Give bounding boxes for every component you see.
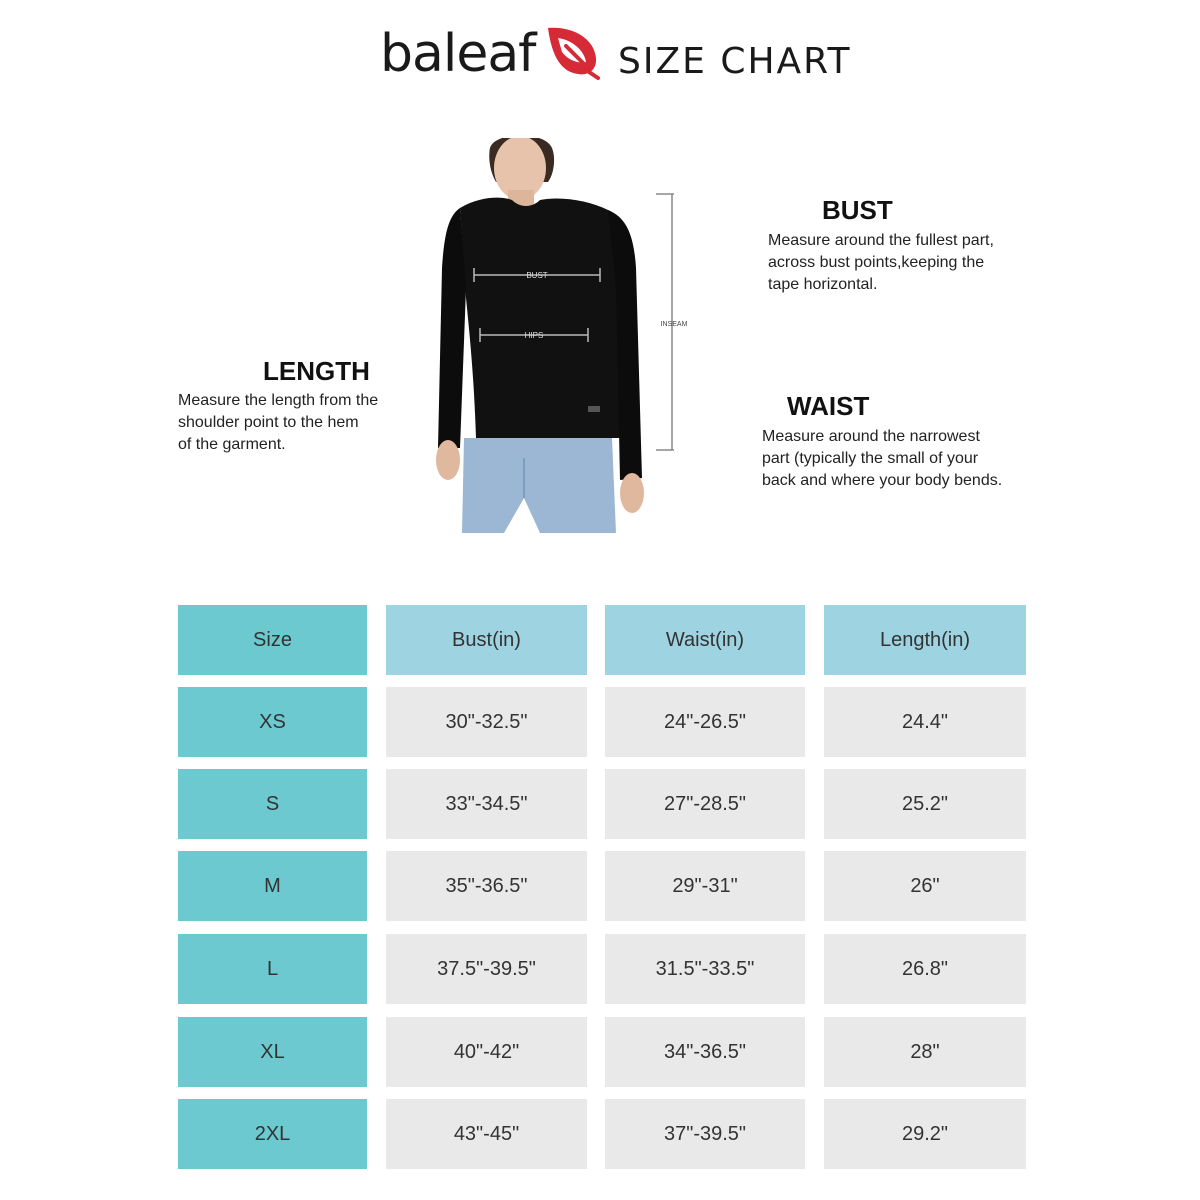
header-size: Size — [178, 605, 367, 675]
bust-title: BUST — [822, 195, 893, 225]
bust-cell: 35"-36.5" — [386, 851, 587, 921]
length-cell: 24.4" — [824, 687, 1026, 757]
bust-cell: 43"-45" — [386, 1099, 587, 1169]
length-cell: 28" — [824, 1017, 1026, 1087]
table-row — [178, 769, 1026, 839]
table-row — [178, 851, 1026, 921]
bust-cell: 30"-32.5" — [386, 687, 587, 757]
figure-hips-label: HIPS — [524, 331, 544, 340]
waist-title: WAIST — [787, 391, 870, 421]
header-length: Length(in) — [824, 605, 1026, 675]
table-row — [178, 934, 1026, 1004]
waist-description: Measure around the narrowest part (typically the small of your back and where your body bends. — [762, 428, 1003, 489]
size-cell: 2XL — [178, 1099, 367, 1169]
size-cell: XL — [178, 1017, 367, 1087]
page-title: SIZE CHART — [618, 41, 852, 82]
waist-cell: 24"-26.5" — [605, 687, 805, 757]
bust-cell: 40"-42" — [386, 1017, 587, 1087]
waist-cell: 29"-31" — [605, 851, 805, 921]
bust-cell: 37.5"-39.5" — [386, 934, 587, 1004]
size-cell: S — [178, 769, 367, 839]
waist-cell: 27"-28.5" — [605, 769, 805, 839]
waist-cell: 34"-36.5" — [605, 1017, 805, 1087]
length-description: Measure the length from the shoulder point to the hem of the garment. — [178, 392, 379, 453]
size-cell: L — [178, 934, 367, 1004]
table-row — [178, 1099, 1026, 1169]
length-cell: 25.2" — [824, 769, 1026, 839]
leaf-logo-icon — [542, 24, 602, 80]
header — [0, 22, 1200, 92]
figure-inseam-label: INSEAM — [660, 321, 688, 328]
model-figure — [420, 138, 710, 533]
table-row — [178, 687, 1026, 757]
size-cell: M — [178, 851, 367, 921]
figure-bust-label: BUST — [526, 271, 548, 280]
bust-cell: 33"-34.5" — [386, 769, 587, 839]
header-bust: Bust(in) — [386, 605, 587, 675]
waist-cell: 31.5"-33.5" — [605, 934, 805, 1004]
table-header-row — [178, 605, 1026, 675]
brand-name: baleaf — [380, 24, 536, 84]
header-waist: Waist(in) — [605, 605, 805, 675]
length-cell: 26" — [824, 851, 1026, 921]
length-cell: 26.8" — [824, 934, 1026, 1004]
size-cell: XS — [178, 687, 367, 757]
table-row — [178, 1017, 1026, 1087]
waist-cell: 37"-39.5" — [605, 1099, 805, 1169]
bust-description: Measure around the fullest part, across bust points,keeping the tape horizontal. — [768, 232, 994, 293]
length-title: LENGTH — [263, 356, 370, 386]
length-cell: 29.2" — [824, 1099, 1026, 1169]
